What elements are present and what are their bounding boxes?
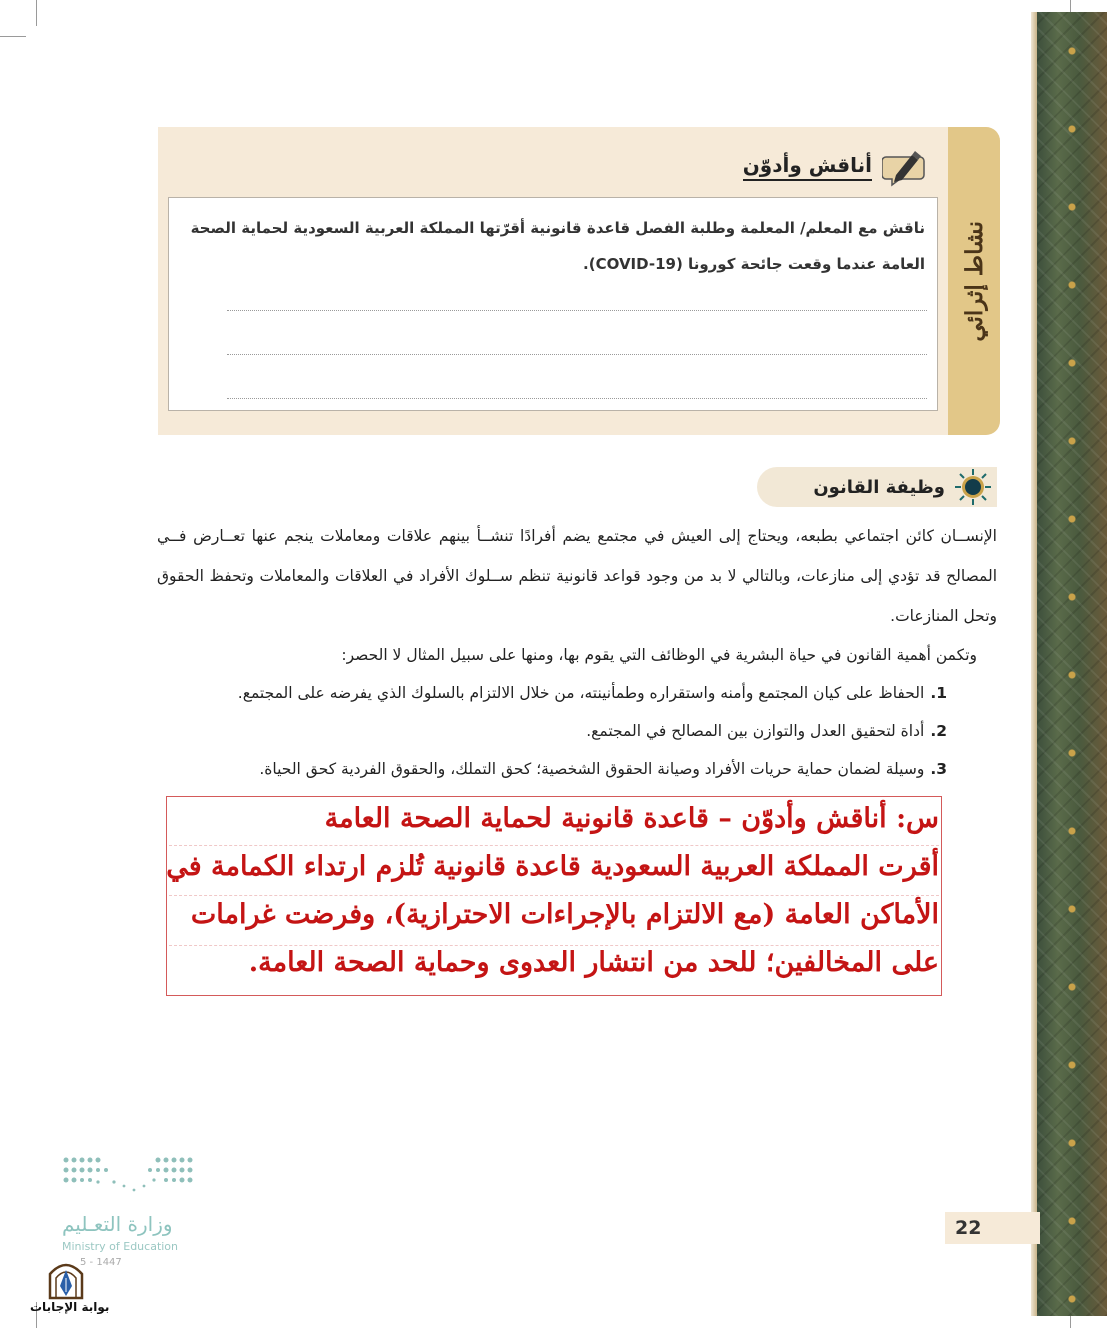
- answer-line: على المخالفين؛ للحد من انتشار العدوى وحماية الصحة العامة.: [248, 947, 939, 978]
- paragraph-intro: الإنســان كائن اجتماعي بطبعه، ويحتاج إلى العيش في مجتمع يضم أفرادًا تنشــأ بينهم علاقات ومعاملات ينجم عنها تعــارض فــي المصالح قد تؤدي إلى منازعات، وبالتالي لا بد من وجود قواعد قانونية تنظم ســلوك الأفراد في العلاقات والمعاملات وتحفظ الحقوق وتحل المنازعات.: [157, 527, 997, 625]
- activity-title: أناقش وأدوّن: [743, 153, 872, 181]
- answer-box: [166, 796, 942, 996]
- ministry-name-arabic: وزارة التعـليم: [62, 1212, 173, 1236]
- activity-tab: [948, 127, 1000, 435]
- page-number: 22: [945, 1212, 1040, 1244]
- answer-separator: [169, 945, 939, 946]
- list-item: [259, 760, 947, 778]
- list-item: [238, 684, 947, 702]
- sun-ornament-icon: [953, 467, 993, 507]
- list-item-number: 2.: [930, 722, 947, 740]
- activity-header: [743, 147, 926, 187]
- pen-speech-icon: [882, 147, 926, 187]
- dotted-line: [227, 310, 927, 311]
- section-title: وظيفة القانون: [813, 476, 945, 498]
- ministry-year: 5 - 1447: [80, 1257, 122, 1268]
- answer-line: أقرت المملكة العربية السعودية قاعدة قانونية تُلزم ارتداء الكمامة في: [166, 851, 939, 882]
- list-item-number: 1.: [930, 684, 947, 702]
- list-item-number: 3.: [930, 760, 947, 778]
- list-item-text: الحفاظ على كيان المجتمع وأمنه واستقراره وطمأنينته، من خلال الالتزام بالسلوك الذي يفرضه على المجتمع.: [237, 684, 925, 702]
- answer-separator: [169, 845, 939, 846]
- dotted-line: [227, 398, 927, 399]
- list-item-text: أداة لتحقيق العدل والتوازن بين المصالح في المجتمع.: [586, 722, 925, 740]
- ministry-logo-icon: [58, 1152, 198, 1202]
- paragraph-importance: وتكمن أهمية القانون في حياة البشرية في الوظائف التي يقوم بها، ومنها على سبيل المثال لا الحصر:: [341, 646, 977, 664]
- enrichment-activity-box: [158, 127, 1000, 435]
- activity-tab-label: نشاط إثرائي: [960, 220, 988, 342]
- dotted-line: [227, 354, 927, 355]
- section-heading: [757, 467, 997, 507]
- activity-instructions: ناقش مع المعلم/ المعلمة وطلبة الفصل قاعدة قانونية أقرّتها المملكة العربية السعودية لحماية الصحة العامة عندما وقعت جائحة كورونا (COVID-19).: [190, 219, 925, 273]
- answer-line: الأماكن العامة (مع الالتزام بالإجراءات الاحترازية)، وفرضت غرامات: [190, 899, 939, 930]
- portal-pen-icon: [44, 1256, 88, 1300]
- list-item: [586, 722, 947, 740]
- crop-mark: [0, 36, 26, 37]
- ornamental-border: [1037, 12, 1107, 1316]
- answer-question-line: س: أناقش وأدوّن – قاعدة قانونية لحماية الصحة العامة: [324, 803, 939, 834]
- activity-writing-area[interactable]: [168, 197, 938, 411]
- crop-mark: [36, 0, 37, 26]
- answer-separator: [169, 895, 939, 896]
- ministry-name-english: Ministry of Education: [62, 1240, 179, 1253]
- list-item-text: وسيلة لضمان حماية حريات الأفراد وصيانة الحقوق الشخصية؛ كحق التملك، والحقوق الفردية كحق الحياة.: [259, 760, 925, 778]
- portal-name: بوابة الإجابات: [30, 1300, 110, 1314]
